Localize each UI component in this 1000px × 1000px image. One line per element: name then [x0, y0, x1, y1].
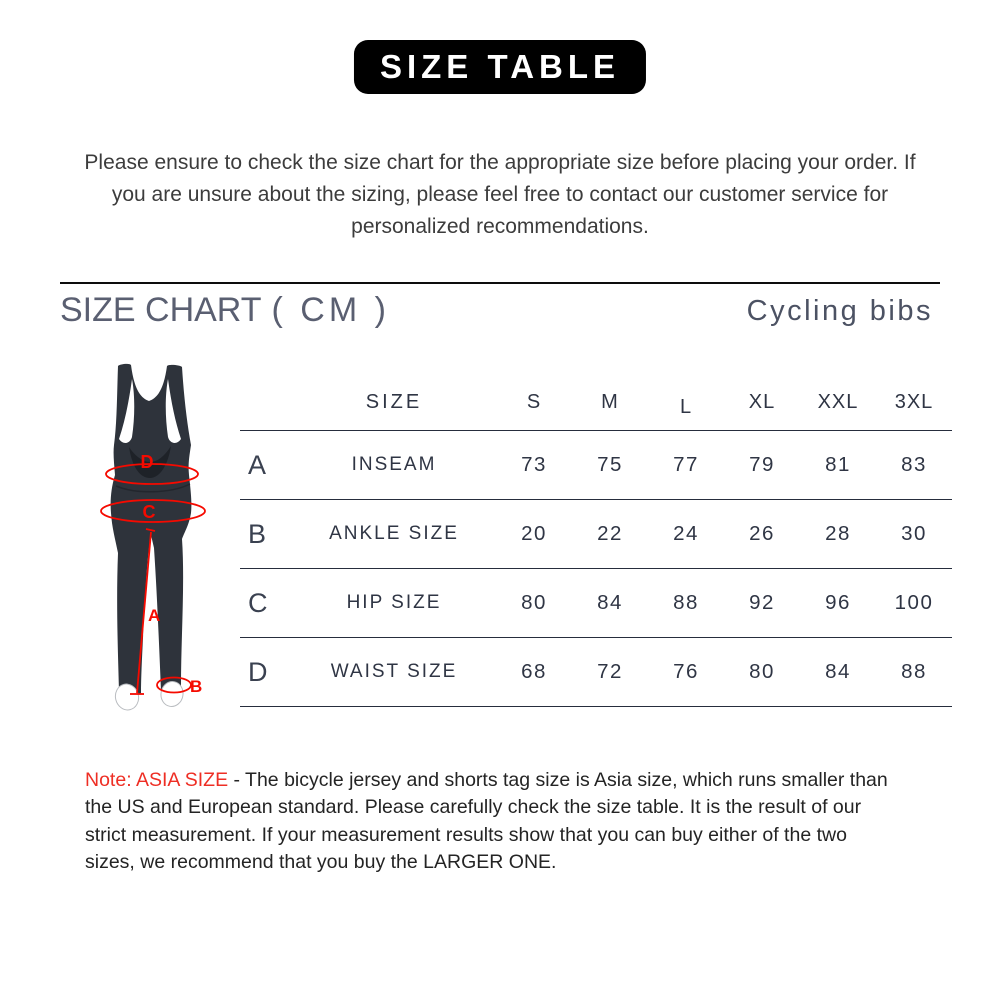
- row-value: 80: [521, 591, 547, 614]
- row-value: 88: [673, 591, 699, 614]
- size-header-m: M: [601, 391, 619, 413]
- row-value: 81: [825, 453, 851, 476]
- size-table-badge: [354, 40, 646, 94]
- size-table: [240, 375, 952, 707]
- row-label-b: ANKLE SIZE: [329, 523, 459, 544]
- asia-size-note-highlight: Note: ASIA SIZE: [85, 768, 229, 791]
- row-value: 92: [749, 591, 775, 614]
- measure-label-b: B: [190, 677, 203, 696]
- row-value: 96: [825, 591, 851, 614]
- size-header-xxl: XXL: [817, 391, 859, 413]
- row-value: 22: [597, 522, 623, 545]
- measure-label-a: A: [148, 606, 161, 625]
- row-value: 88: [901, 660, 927, 683]
- size-header-s: S: [526, 391, 542, 413]
- row-value: 68: [521, 660, 547, 683]
- asia-size-note-text: - The bicycle jersey and shorts tag size is Asia size, which runs smaller than the US and European standard. Please carefully check the size table. It is the result of our strict measurement. If your measurement results show that you can buy either of the two sizes, we recommend that you buy the LARGER ONE.: [85, 768, 888, 873]
- row-value: 76: [673, 660, 699, 683]
- row-value: 28: [825, 522, 851, 545]
- row-value: 77: [673, 453, 699, 476]
- row-value: 24: [673, 522, 699, 545]
- row-value: 26: [749, 522, 775, 545]
- row-label-d: WAIST SIZE: [330, 661, 458, 682]
- size-header-l: L: [679, 396, 693, 418]
- bib-tights-figure: [85, 353, 235, 723]
- row-value: 80: [749, 660, 775, 683]
- size-column-header: SIZE: [365, 391, 423, 413]
- row-key-a: A: [248, 449, 267, 480]
- row-label-c: HIP SIZE: [346, 592, 442, 613]
- row-value: 79: [749, 453, 775, 476]
- size-chart-heading-unit: ( CM ): [271, 291, 390, 329]
- intro-text: Please ensure to check the size chart for the appropriate size before placing your order. If you are unsure about the sizing, please feel free to contact our customer service for personalized recommendations.: [84, 151, 916, 238]
- size-header-3xl: 3XL: [894, 391, 934, 413]
- row-value: 84: [825, 660, 851, 683]
- row-key-d: D: [248, 656, 268, 687]
- product-name: Cycling bibs: [746, 295, 933, 327]
- row-key-c: C: [248, 587, 268, 618]
- row-value: 83: [901, 453, 927, 476]
- size-chart-heading: [60, 291, 390, 330]
- row-value: 20: [521, 522, 547, 545]
- bib-tights-illustration: [85, 353, 235, 723]
- size-chart-heading-title: SIZE CHART: [60, 291, 262, 329]
- row-value: 100: [894, 591, 934, 614]
- row-value: 84: [597, 591, 623, 614]
- row-label-a: INSEAM: [351, 454, 437, 475]
- row-value: 30: [901, 522, 927, 545]
- size-header-xl: XL: [748, 391, 776, 413]
- row-key-b: B: [248, 518, 267, 549]
- size-table-badge-label: SIZE TABLE: [379, 48, 621, 85]
- row-value: 75: [597, 453, 623, 476]
- row-value: 73: [521, 453, 547, 476]
- section-divider: [60, 282, 940, 284]
- measure-label-c: C: [142, 502, 156, 522]
- measure-label-d: D: [140, 452, 154, 472]
- asia-size-note: [85, 767, 900, 877]
- row-value: 72: [597, 660, 623, 683]
